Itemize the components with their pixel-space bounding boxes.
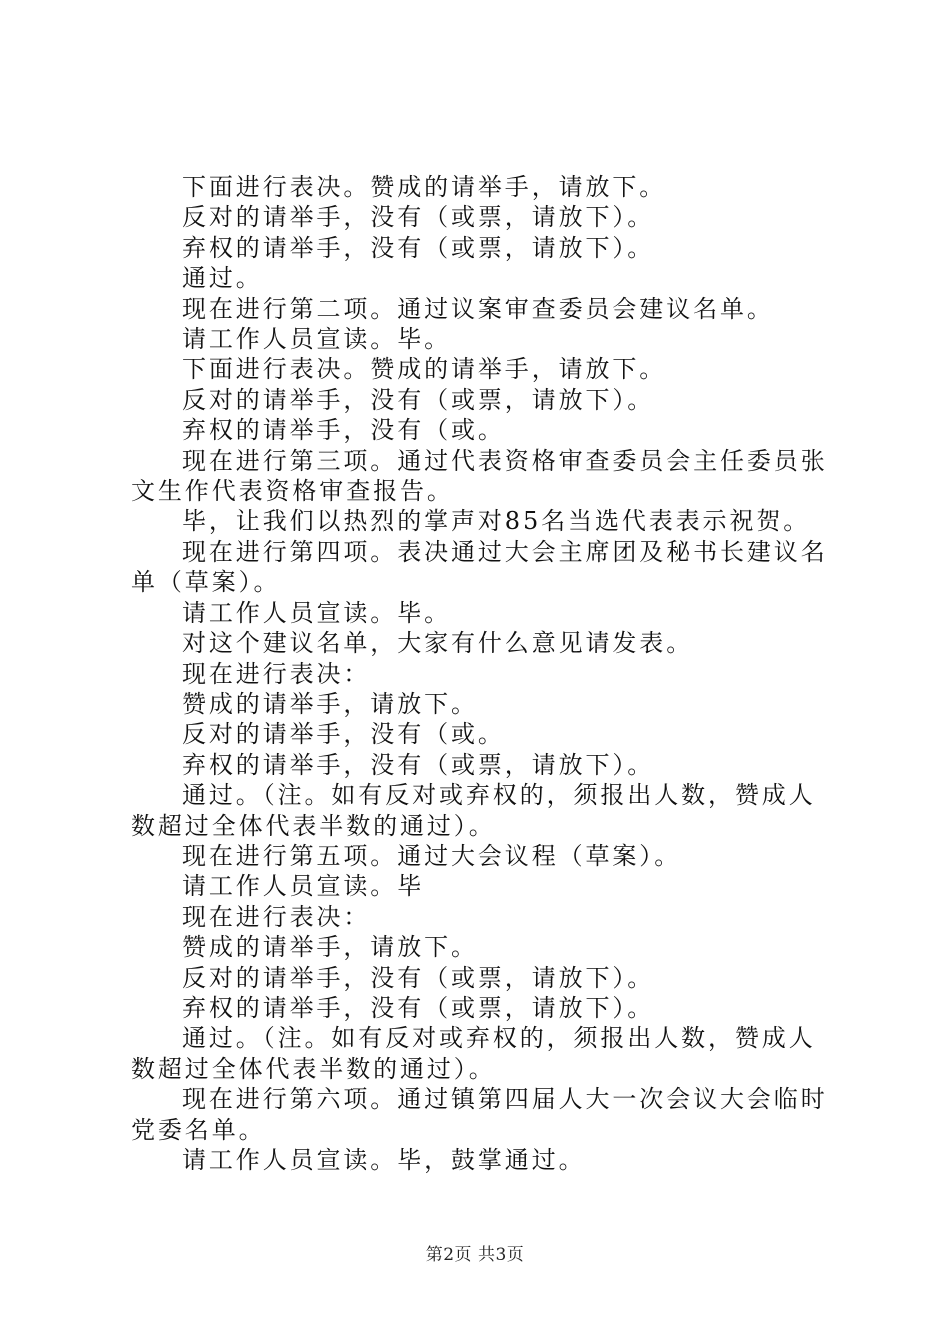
paragraph: 反对的请举手，没有（或票，请放下）。 — [182, 963, 655, 992]
paragraph: 请工作人员宣读。毕 — [182, 872, 425, 901]
paragraph: 弃权的请举手，没有（或票，请放下）。 — [182, 750, 655, 779]
paragraph: 赞成的请举手，请放下。 — [182, 689, 478, 718]
paragraph: 现在进行第二项。通过议案审查委员会建议名单。 — [182, 294, 774, 323]
paragraph: 现在进行第四项。表决通过大会主席团及秘书长建议名单（草案）。 — [131, 537, 828, 597]
paragraph: 通过。（注。如有反对或弃权的，须报出人数，赞成人数超过全体代表半数的通过）。 — [131, 781, 816, 840]
paragraph: 反对的请举手，没有（或票，请放下）。 — [182, 385, 655, 414]
page-number-label: 第2页 共3页 — [425, 1245, 525, 1265]
page-footer — [0, 1244, 950, 1266]
paragraph: 弃权的请举手，没有（或票，请放下）。 — [182, 233, 655, 262]
paragraph: 请工作人员宣读。毕。 — [182, 598, 451, 627]
paragraph: 弃权的请举手，没有（或。 — [182, 416, 505, 445]
paragraph: 毕，让我们以热烈的掌声对85名当选代表表示祝贺。 — [182, 507, 811, 536]
paragraph: 赞成的请举手，请放下。 — [182, 933, 478, 962]
paragraph: 弃权的请举手，没有（或票，请放下）。 — [182, 993, 655, 1022]
paragraph: 现在进行第三项。通过代表资格审查委员会主任委员张文生作代表资格审查报告。 — [131, 446, 828, 506]
paragraph: 请工作人员宣读。毕，鼓掌通过。 — [182, 1146, 586, 1174]
paragraph: 现在进行表决： — [182, 659, 371, 688]
document-body — [131, 172, 833, 1175]
paragraph: 通过。（注。如有反对或弃权的，须报出人数，赞成人数超过全体代表半数的通过）。 — [131, 1024, 816, 1083]
paragraph: 通过。 — [182, 264, 263, 293]
paragraph: 反对的请举手，没有（或。 — [182, 720, 505, 749]
paragraph: 下面进行表决。赞成的请举手，请放下。 — [182, 173, 667, 201]
paragraph: 下面进行表决。赞成的请举手，请放下。 — [182, 355, 667, 384]
paragraph: 现在进行第六项。通过镇第四届人大一次会议大会临时党委名单。 — [131, 1085, 828, 1144]
paragraph: 反对的请举手，没有（或票，请放下）。 — [182, 203, 655, 232]
paragraph: 现在进行表决： — [182, 902, 371, 931]
paragraph: 对这个建议名单，大家有什么意见请发表。 — [182, 629, 694, 658]
paragraph: 请工作人员宣读。毕。 — [182, 325, 451, 354]
paragraph: 现在进行第五项。通过大会议程（草案）。 — [182, 841, 682, 870]
